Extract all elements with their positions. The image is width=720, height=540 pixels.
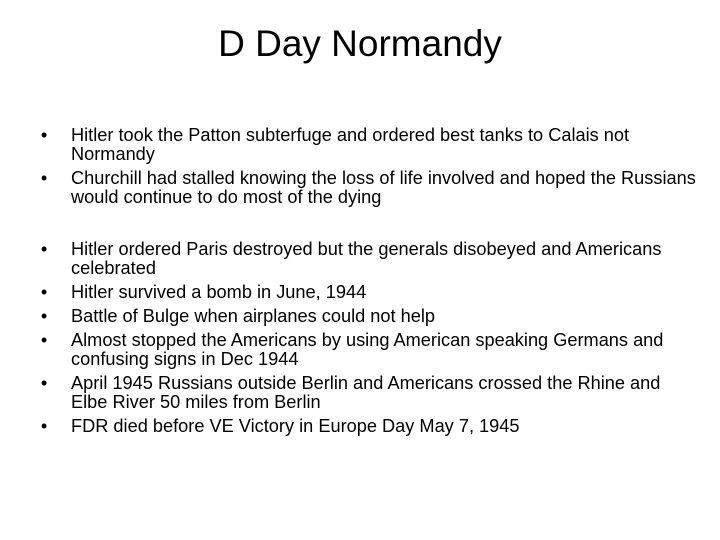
bullet-icon: •: [40, 168, 48, 188]
bullet-text: Almost stopped the Americans by using American speaking Germans and confusing signs in Dec 1944: [71, 330, 664, 369]
bullet-icon: •: [40, 125, 48, 145]
bullet-item: [0, 240, 701, 278]
slide-title: D Day Normandy: [218, 23, 502, 64]
bullet-icon: •: [40, 239, 48, 259]
bullet-icon: •: [40, 373, 48, 393]
bullet-icon: •: [40, 306, 48, 326]
bullet-text: April 1945 Russians outside Berlin and Americans crossed the Rhine and Elbe River 50 miles from Berlin: [71, 373, 661, 412]
bullet-item: [0, 307, 701, 326]
bullet-item: [0, 283, 701, 302]
bullet-text: Battle of Bulge when airplanes could not help: [71, 306, 435, 326]
bullet-icon: •: [40, 282, 48, 302]
bullet-icon: •: [40, 330, 48, 350]
bullet-item: [0, 169, 701, 207]
bullet-text: Hitler survived a bomb in June, 1944: [71, 282, 367, 302]
bullet-item: [0, 374, 701, 412]
bullet-item: [0, 417, 701, 436]
bullet-list-top: [0, 126, 720, 212]
bullet-text: Hitler took the Patton subterfuge and ordered best tanks to Calais not Normandy: [71, 125, 630, 164]
bullet-text: FDR died before VE Victory in Europe Day May 7, 1945: [71, 416, 520, 436]
bullet-item: [0, 126, 701, 164]
bullet-text: Hitler ordered Paris destroyed but the generals disobeyed and Americans celebrated: [71, 239, 662, 278]
bullet-text: Churchill had stalled knowing the loss of life involved and hoped the Russians would continue to do most of the dying: [71, 168, 696, 207]
bullet-list-bottom: [0, 240, 720, 441]
bullet-icon: •: [40, 416, 48, 436]
bullet-item: [0, 331, 701, 369]
